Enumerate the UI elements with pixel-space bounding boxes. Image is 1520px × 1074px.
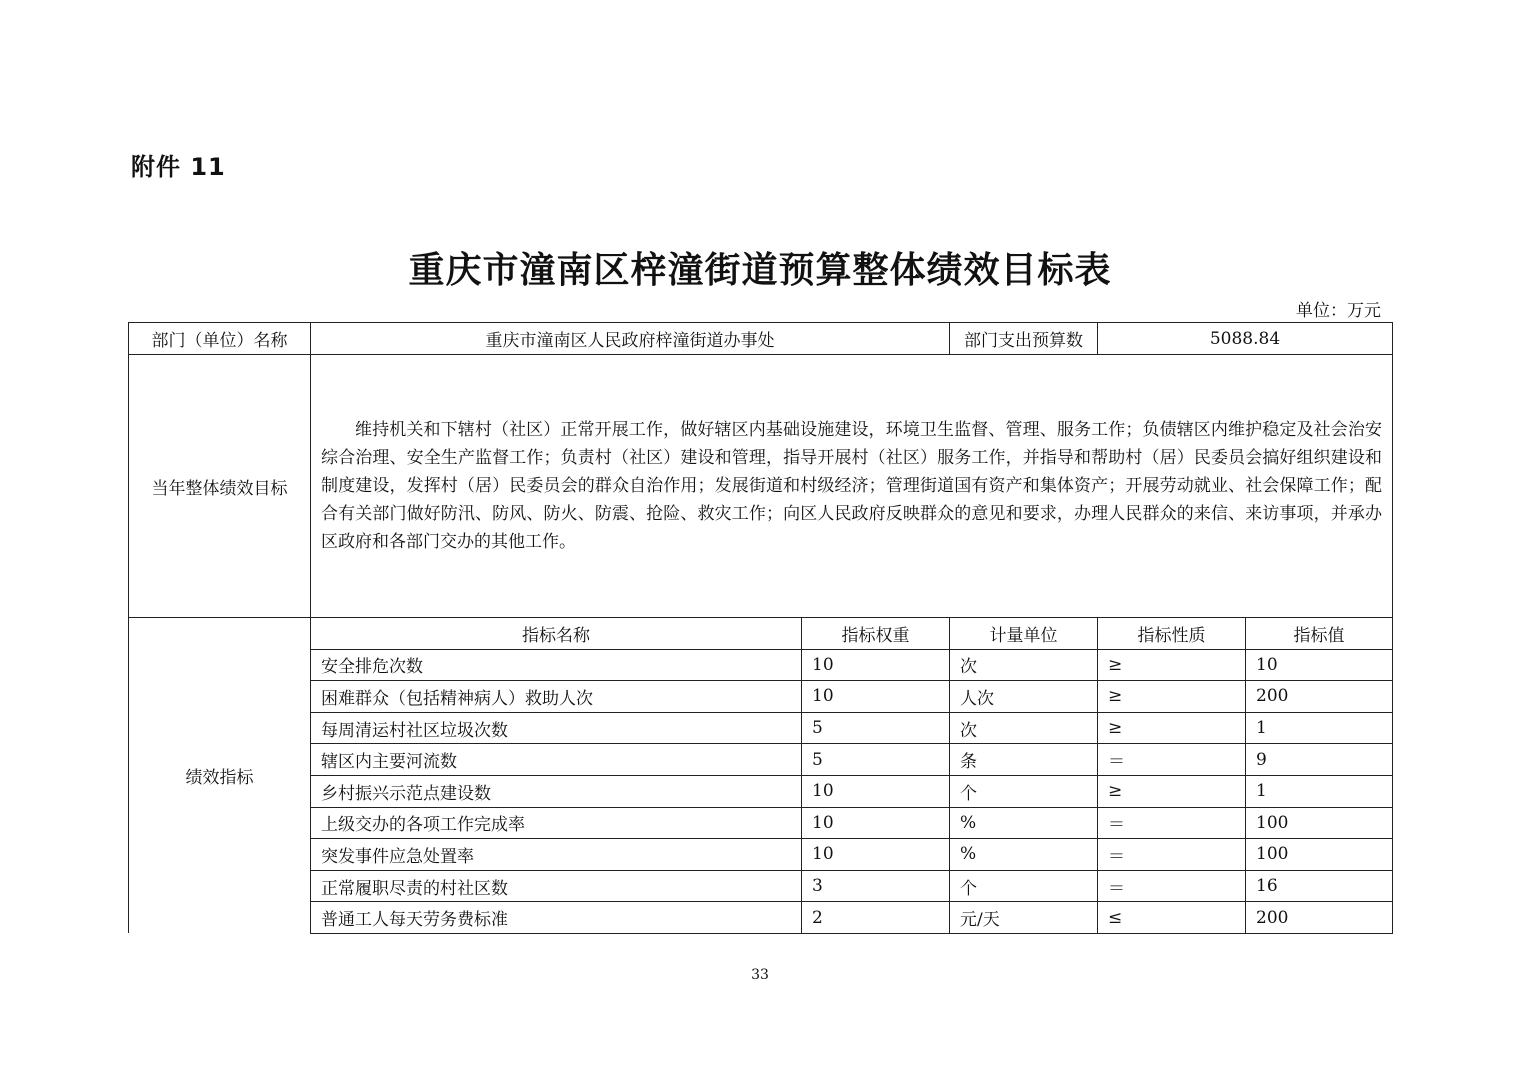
indicator-nature: ＝	[1098, 870, 1246, 902]
indicator-nature: ≥	[1098, 712, 1246, 744]
indicator-unit: 个	[950, 775, 1098, 807]
indicator-value: 200	[1246, 902, 1393, 934]
indicator-unit: 次	[950, 649, 1098, 681]
unit-label: 单位：万元	[1296, 301, 1381, 321]
indicator-unit: 个	[950, 870, 1098, 902]
indicator-unit: %	[950, 839, 1098, 871]
table-row	[129, 744, 1393, 776]
goal-row	[129, 355, 1393, 618]
page-title: 重庆市潼南区梓潼街道预算整体绩效目标表	[408, 249, 1112, 291]
indicator-weight: 2	[802, 902, 950, 934]
indicator-weight: 5	[802, 744, 950, 776]
indicator-nature: ≥	[1098, 681, 1246, 713]
indicator-name: 乡村振兴示范点建设数	[311, 775, 802, 807]
indicator-name: 普通工人每天劳务费标准	[311, 902, 802, 934]
indicator-unit: 元/天	[950, 902, 1098, 934]
indicator-weight: 10	[802, 807, 950, 839]
indicator-nature: ＝	[1098, 807, 1246, 839]
indicator-unit: 人次	[950, 681, 1098, 713]
dept-name-value: 重庆市潼南区人民政府梓潼街道办事处	[311, 323, 950, 355]
indicator-nature: ≥	[1098, 649, 1246, 681]
indicator-unit: 条	[950, 744, 1098, 776]
table-row	[129, 870, 1393, 902]
indicators-label: 绩效指标	[129, 618, 311, 934]
indicator-nature: ≤	[1098, 902, 1246, 934]
indicator-value: 100	[1246, 839, 1393, 871]
indicator-nature: ≥	[1098, 775, 1246, 807]
indicator-name: 正常履职尽责的村社区数	[311, 870, 802, 902]
col-header-weight: 指标权重	[802, 618, 950, 650]
indicator-name: 每周清运村社区垃圾次数	[311, 712, 802, 744]
indicator-value: 200	[1246, 681, 1393, 713]
indicator-unit: 次	[950, 712, 1098, 744]
col-header-unit: 计量单位	[950, 618, 1098, 650]
col-header-name: 指标名称	[311, 618, 802, 650]
indicator-name: 突发事件应急处置率	[311, 839, 802, 871]
budget-value: 5088.84	[1098, 323, 1393, 355]
table-row	[129, 807, 1393, 839]
col-header-nature: 指标性质	[1098, 618, 1246, 650]
performance-target-table	[128, 322, 1393, 934]
table-row	[129, 775, 1393, 807]
goal-label: 当年整体绩效目标	[129, 355, 311, 618]
indicator-value: 1	[1246, 712, 1393, 744]
dept-name-label: 部门（单位）名称	[129, 323, 311, 355]
indicator-name: 困难群众（包括精神病人）救助人次	[311, 681, 802, 713]
table-row	[129, 839, 1393, 871]
table-row	[129, 681, 1393, 713]
indicator-weight: 5	[802, 712, 950, 744]
indicator-weight: 10	[802, 839, 950, 871]
table-row	[129, 649, 1393, 681]
indicator-name: 辖区内主要河流数	[311, 744, 802, 776]
indicator-weight: 3	[802, 870, 950, 902]
indicator-unit: %	[950, 807, 1098, 839]
indicator-header-row	[129, 618, 1393, 650]
header-row	[129, 323, 1393, 355]
indicator-weight: 10	[802, 649, 950, 681]
indicator-value: 1	[1246, 775, 1393, 807]
indicator-name: 上级交办的各项工作完成率	[311, 807, 802, 839]
annex-label: 附件 11	[131, 153, 226, 181]
indicator-nature: ＝	[1098, 839, 1246, 871]
goal-text: 维持机关和下辖村（社区）正常开展工作，做好辖区内基础设施建设，环境卫生监督、管理、服务工作；负债辖区内维护稳定及社会治安综合治理、安全生产监督工作；负责村（社区）建设和管理，指导开展村（社区）服务工作，并指导和帮助村（居）民委员会搞好组织建设和制度建设，发挥村（居）民委员会的群众自治作用；发展街道和村级经济；管理街道国有资产和集体资产；开展劳动就业、社会保障工作；配合有关部门做好防汛、防风、防火、防震、抢险、救灾工作；向区人民政府反映群众的意见和要求，办理人民群众的来信、来访事项，并承办区政府和各部门交办的其他工作。	[311, 355, 1393, 618]
indicator-value: 9	[1246, 744, 1393, 776]
page-number: 33	[751, 967, 769, 983]
indicator-weight: 10	[802, 681, 950, 713]
table-row	[129, 902, 1393, 934]
budget-label: 部门支出预算数	[950, 323, 1098, 355]
indicator-nature: ＝	[1098, 744, 1246, 776]
table-row	[129, 712, 1393, 744]
indicator-value: 16	[1246, 870, 1393, 902]
col-header-value: 指标值	[1246, 618, 1393, 650]
indicator-name: 安全排危次数	[311, 649, 802, 681]
indicator-value: 10	[1246, 649, 1393, 681]
indicator-weight: 10	[802, 775, 950, 807]
indicator-value: 100	[1246, 807, 1393, 839]
